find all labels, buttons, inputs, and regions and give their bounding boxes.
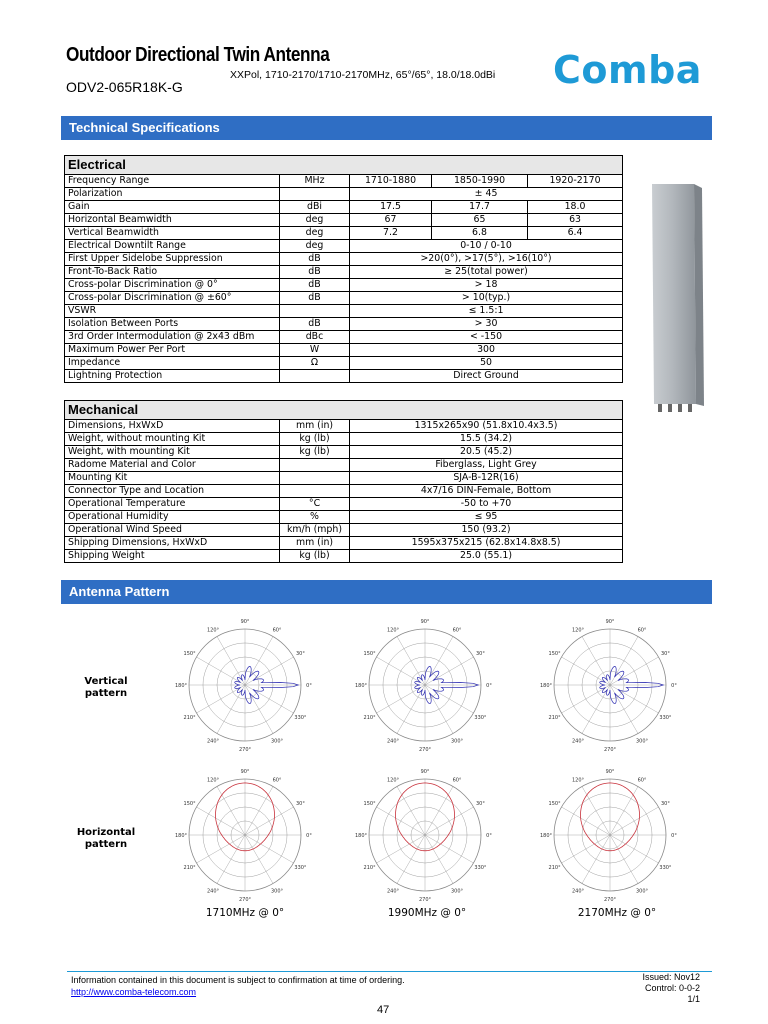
angle-label: 240° [386,738,400,745]
angle-label: 300° [635,888,649,895]
antenna-product-image [650,182,712,422]
angle-label: 60° [272,627,282,634]
mechanical-row [65,433,623,446]
angle-label: 60° [272,777,282,784]
parameter-name: Horizontal Beamwidth [65,214,280,227]
parameter-unit [280,305,350,318]
footer-website-link[interactable]: http://www.comba-telecom.com [71,987,197,997]
parameter-name: Operational Temperature [65,498,280,511]
angle-label: 60° [452,777,462,784]
parameter-value: 15.5 (34.2) [350,433,623,446]
parameter-name: Electrical Downtilt Range [65,240,280,253]
angle-label: 300° [450,888,464,895]
caption-1990mhz: 1990MHz @ 0° [387,907,467,919]
mechanical-row [65,524,623,537]
electrical-row [65,175,623,188]
angle-label: 300° [270,888,284,895]
parameter-value: 17.7 [432,201,528,214]
parameter-name: Connector Type and Location [65,485,280,498]
angle-label: 270° [418,897,432,903]
angle-label: 330° [474,715,487,721]
angle-label: 0° [306,683,312,689]
angle-label: 150° [363,801,376,807]
angle-label: 120° [386,777,400,784]
electrical-row [65,357,623,370]
electrical-row [65,370,623,383]
mechanical-row [65,511,623,524]
angle-label: 120° [206,627,220,634]
parameter-unit: kg (lb) [280,433,350,446]
parameter-value: ≤ 1.5:1 [350,305,623,318]
parameter-value: 67 [350,214,432,227]
parameter-unit: kg (lb) [280,446,350,459]
parameter-name: First Upper Sidelobe Suppression [65,253,280,266]
parameter-value: 300 [350,344,623,357]
angle-label: 30° [295,651,305,657]
parameter-unit: kg (lb) [280,550,350,563]
angle-label: 90° [605,769,615,775]
angle-label: 210° [363,715,376,721]
parameter-name: Operational Humidity [65,511,280,524]
parameter-name: Cross-polar Discrimination @ ±60° [65,292,280,305]
angle-label: 210° [548,865,561,871]
parameter-name: Shipping Weight [65,550,280,563]
parameter-value: > 10(typ.) [350,292,623,305]
parameter-unit: Ω [280,357,350,370]
electrical-row [65,227,623,240]
parameter-value: 63 [528,214,623,227]
page-number: 47 [377,1004,390,1016]
horizontal-pattern-label: Horizontal pattern [76,827,136,850]
electrical-row [65,240,623,253]
electrical-spec-table [64,155,623,383]
angle-label: 60° [637,627,647,634]
angle-label: 210° [548,715,561,721]
parameter-value: Direct Ground [350,370,623,383]
electrical-row [65,253,623,266]
angle-label: 0° [671,683,677,689]
angle-label: 0° [306,833,312,839]
parameter-value: 0-10 / 0-10 [350,240,623,253]
parameter-unit: mm (in) [280,420,350,433]
parameter-unit: MHz [280,175,350,188]
parameter-unit: dB [280,279,350,292]
parameter-name: Weight, without mounting Kit [65,433,280,446]
mechanical-heading: Mechanical [65,401,623,420]
angle-label: 90° [605,619,615,625]
parameter-name: Shipping Dimensions, HxWxD [65,537,280,550]
angle-label: 330° [659,865,672,871]
footer-divider [67,971,712,972]
angle-label: 30° [660,651,670,657]
parameter-unit [280,485,350,498]
angle-label: 90° [240,619,250,625]
parameter-name: 3rd Order Intermodulation @ 2x43 dBm [65,331,280,344]
angle-label: 120° [386,627,400,634]
vertical-pattern-2170mhz [538,613,682,757]
angle-label: 300° [270,738,284,745]
angle-label: 0° [671,833,677,839]
parameter-value: ≥ 25(total power) [350,266,623,279]
parameter-value: 25.0 (55.1) [350,550,623,563]
electrical-row [65,292,623,305]
electrical-row [65,201,623,214]
parameter-unit: deg [280,240,350,253]
mechanical-row [65,537,623,550]
vertical-pattern-1710mhz [173,613,317,757]
footer-issued: Issued: Nov12 [642,972,700,982]
parameter-name: VSWR [65,305,280,318]
angle-label: 60° [637,777,647,784]
vertical-pattern-1990mhz [353,613,497,757]
angle-label: 270° [238,897,252,903]
mechanical-row [65,485,623,498]
parameter-name: Lightning Protection [65,370,280,383]
parameter-unit: deg [280,214,350,227]
parameter-value: 7.2 [350,227,432,240]
horizontal-pattern-2170mhz [538,763,682,907]
angle-label: 180° [354,683,368,689]
parameter-name: Polarization [65,188,280,201]
parameter-unit [280,472,350,485]
angle-label: 240° [571,888,585,895]
angle-label: 240° [206,888,220,895]
parameter-value: 18.0 [528,201,623,214]
parameter-name: Gain [65,201,280,214]
angle-label: 90° [240,769,250,775]
parameter-value: 6.8 [432,227,528,240]
electrical-row [65,318,623,331]
parameter-value: SJA-B-12R(16) [350,472,623,485]
parameter-unit: mm (in) [280,537,350,550]
parameter-value: 1920-2170 [528,175,623,188]
mechanical-row [65,459,623,472]
caption-1710mhz: 1710MHz @ 0° [205,907,285,919]
parameter-unit [280,370,350,383]
parameter-unit: deg [280,227,350,240]
angle-label: 330° [474,865,487,871]
angle-label: 210° [183,865,196,871]
parameter-name: Weight, with mounting Kit [65,446,280,459]
angle-label: 150° [548,651,561,657]
parameter-name: Vertical Beamwidth [65,227,280,240]
model-number: ODV2-065R18K-G [66,79,183,95]
electrical-row [65,279,623,292]
parameter-value: 50 [350,357,623,370]
angle-label: 150° [183,801,196,807]
angle-label: 30° [295,801,305,807]
parameter-unit [280,459,350,472]
parameter-value: 17.5 [350,201,432,214]
angle-label: 30° [475,651,485,657]
parameter-value: > 30 [350,318,623,331]
electrical-row [65,344,623,357]
parameter-unit: dB [280,266,350,279]
parameter-value: 6.4 [528,227,623,240]
angle-label: 210° [183,715,196,721]
parameter-name: Isolation Between Ports [65,318,280,331]
angle-label: 270° [418,747,432,753]
electrical-row [65,188,623,201]
parameter-unit: dBc [280,331,350,344]
mechanical-row [65,550,623,563]
angle-label: 240° [206,738,220,745]
parameter-name: Impedance [65,357,280,370]
parameter-value: 150 (93.2) [350,524,623,537]
angle-label: 180° [539,683,553,689]
angle-label: 180° [539,833,553,839]
parameter-value: Fiberglass, Light Grey [350,459,623,472]
angle-label: 180° [354,833,368,839]
antenna-pattern-banner: Antenna Pattern [61,580,712,604]
parameter-value: 20.5 (45.2) [350,446,623,459]
parameter-name: Cross-polar Discrimination @ 0° [65,279,280,292]
electrical-heading: Electrical [65,156,623,175]
angle-label: 150° [183,651,196,657]
footer-disclaimer: Information contained in this document is subject to confirmation at time of ordering. [71,975,405,985]
vertical-pattern-label: Vertical pattern [84,676,128,699]
angle-label: 330° [294,715,307,721]
parameter-name: Front-To-Back Ratio [65,266,280,279]
angle-label: 300° [635,738,649,745]
parameter-unit: W [280,344,350,357]
footer-pages: 1/1 [687,994,700,1004]
angle-label: 60° [452,627,462,634]
angle-label: 270° [603,897,617,903]
parameter-unit: km/h (mph) [280,524,350,537]
angle-label: 30° [475,801,485,807]
parameter-value: 1315x265x90 (51.8x10.4x3.5) [350,420,623,433]
angle-label: 300° [450,738,464,745]
parameter-value: < -150 [350,331,623,344]
horizontal-pattern-1990mhz [353,763,497,907]
parameter-value: 1850-1990 [432,175,528,188]
angle-label: 270° [603,747,617,753]
mechanical-row [65,498,623,511]
angle-label: 180° [174,833,188,839]
parameter-name: Maximum Power Per Port [65,344,280,357]
angle-label: 330° [659,715,672,721]
angle-label: 150° [363,651,376,657]
angle-label: 0° [486,683,492,689]
mechanical-row [65,446,623,459]
angle-label: 240° [386,888,400,895]
angle-label: 180° [174,683,188,689]
parameter-unit: dBi [280,201,350,214]
footer-control: Control: 0-0-2 [644,983,700,993]
horizontal-pattern-1710mhz [173,763,317,907]
document-title: Outdoor Directional Twin Antenna [66,44,330,66]
mechanical-spec-table [64,400,623,563]
mechanical-row [65,420,623,433]
parameter-value: > 18 [350,279,623,292]
parameter-value: ≤ 95 [350,511,623,524]
parameter-value: 4x7/16 DIN-Female, Bottom [350,485,623,498]
parameter-value: 65 [432,214,528,227]
parameter-value: >20(0°), >17(5°), >16(10°) [350,253,623,266]
parameter-name: Frequency Range [65,175,280,188]
parameter-value: 1595x375x215 (62.8x14.8x8.5) [350,537,623,550]
technical-specifications-banner: Technical Specifications [61,116,712,140]
parameter-name: Radome Material and Color [65,459,280,472]
parameter-value: 1710-1880 [350,175,432,188]
angle-label: 120° [571,627,585,634]
angle-label: 240° [571,738,585,745]
angle-label: 270° [238,747,252,753]
product-subtitle: XXPol, 1710-2170/1710-2170MHz, 65°/65°, 18.0/18.0dBi [230,69,496,81]
parameter-unit: % [280,511,350,524]
parameter-unit: dB [280,292,350,305]
parameter-unit: °C [280,498,350,511]
parameter-unit: dB [280,318,350,331]
comba-logo: Comba [553,48,702,92]
parameter-name: Dimensions, HxWxD [65,420,280,433]
angle-label: 30° [660,801,670,807]
mechanical-row [65,472,623,485]
parameter-value: -50 to +70 [350,498,623,511]
electrical-row [65,331,623,344]
angle-label: 120° [571,777,585,784]
electrical-row [65,266,623,279]
angle-label: 150° [548,801,561,807]
electrical-row [65,305,623,318]
parameter-name: Operational Wind Speed [65,524,280,537]
parameter-unit [280,188,350,201]
angle-label: 330° [294,865,307,871]
angle-label: 90° [420,769,430,775]
angle-label: 210° [363,865,376,871]
caption-2170mhz: 2170MHz @ 0° [577,907,657,919]
parameter-unit: dB [280,253,350,266]
electrical-row [65,214,623,227]
parameter-name: Mounting Kit [65,472,280,485]
angle-label: 120° [206,777,220,784]
angle-label: 0° [486,833,492,839]
parameter-value: ± 45 [350,188,623,201]
angle-label: 90° [420,619,430,625]
